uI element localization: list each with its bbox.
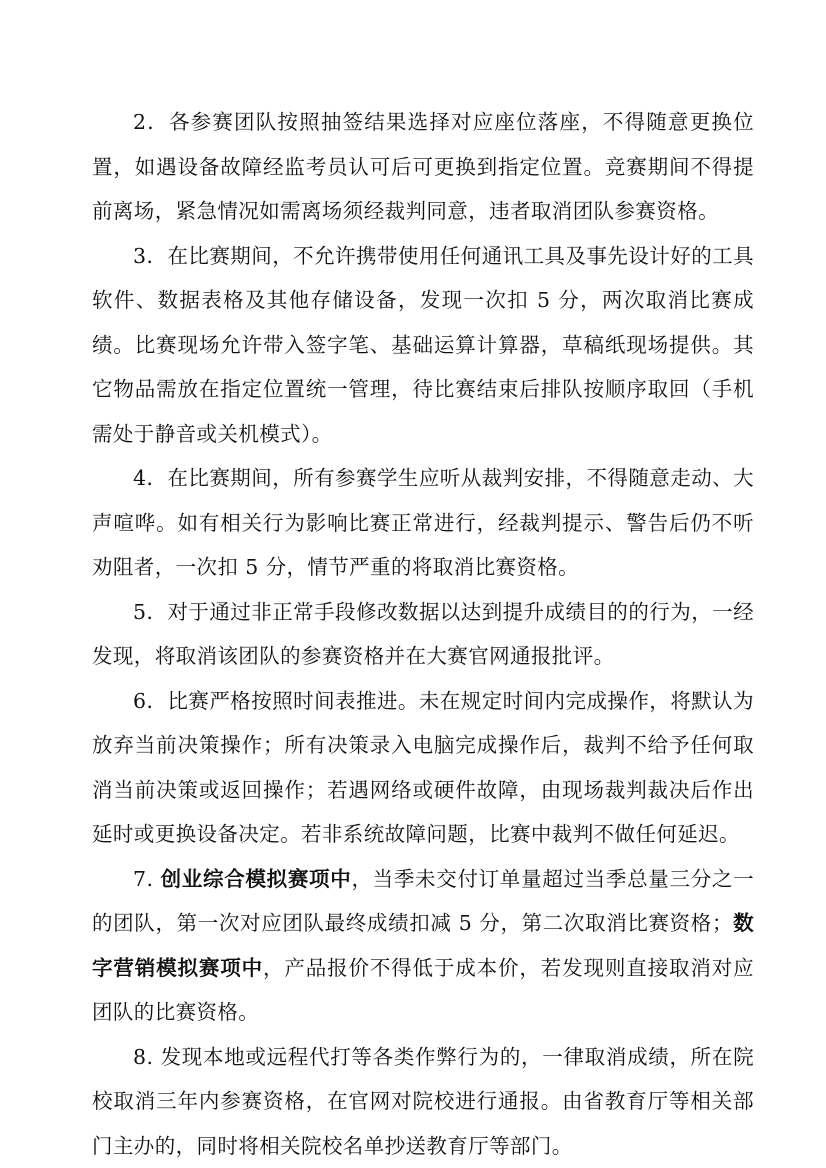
paragraph-7-bold-digital-marketing: 数字营销模拟赛项中	[92, 911, 754, 980]
paragraph-8	[92, 1035, 754, 1168]
paragraph-2	[92, 100, 754, 234]
paragraph-2-text: 2．各参赛团队按照抽签结果选择对应座位落座，不得随意更换位置，如遇设备故障经监考员认可后可更换到指定位置。竞赛期间不得提前离场，紧急情况如需离场须经裁判同意，违者取消团队参赛资格。	[92, 110, 754, 223]
paragraph-4	[92, 456, 754, 590]
document-body	[92, 100, 754, 1168]
paragraph-6-text: 6．比赛严格按照时间表推进。未在规定时间内完成操作，将默认为放弃当前决策操作；所有决策录入电脑完成操作后，裁判不给予任何取消当前决策或返回操作；若遇网络或硬件故障，由现场裁判裁决后作出延时或更换设备决定。若非系统故障问题，比赛中裁判不做任何延迟。	[92, 688, 754, 846]
paragraph-7	[92, 857, 754, 1035]
paragraph-7-text-1: ，当季未交付订单量超过当季总量三分之一的团队，第一次对应团队最终成绩扣减 5 分，第二次取消比赛资格；	[92, 866, 755, 935]
paragraph-5-text: 5．对于通过非正常手段修改数据以达到提升成绩目的的行为，一经发现，将取消该团队的参赛资格并在大赛官网通报批评。	[92, 599, 754, 668]
paragraph-7-text-2: ，产品报价不得低于成本价，若发现则直接取消对应团队的比赛资格。	[92, 955, 755, 1024]
paragraph-6	[92, 679, 754, 857]
paragraph-7-bold-entrepreneurship: 创业综合模拟赛项中	[160, 866, 352, 891]
paragraph-3-text: 3．在比赛期间，不允许携带使用任何通讯工具及事先设计好的工具软件、数据表格及其他存储设备，发现一次扣 5 分，两次取消比赛成绩。比赛现场允许带入签字笔、基础运算计算器，草稿纸现场提供。其它物品需放在指定位置统一管理，待比赛结束后排队按顺序取回（手机需处于静音或关机模式）。	[92, 243, 754, 446]
paragraph-7-prefix: 7.	[133, 866, 161, 891]
paragraph-8-text: 8. 发现本地或远程代打等各类作弊行为的，一律取消成绩，所在院校取消三年内参赛资格，在官网对院校进行通报。由省教育厅等相关部门主办的，同时将相关院校名单抄送教育厅等部门。	[92, 1044, 754, 1158]
paragraph-3	[92, 234, 754, 457]
paragraph-4-text: 4．在比赛期间，所有参赛学生应听从裁判安排，不得随意走动、大声喧哗。如有相关行为影响比赛正常进行，经裁判提示、警告后仍不听劝阻者，一次扣 5 分，情节严重的将取消比赛资格。	[92, 466, 754, 579]
paragraph-5	[92, 590, 754, 679]
